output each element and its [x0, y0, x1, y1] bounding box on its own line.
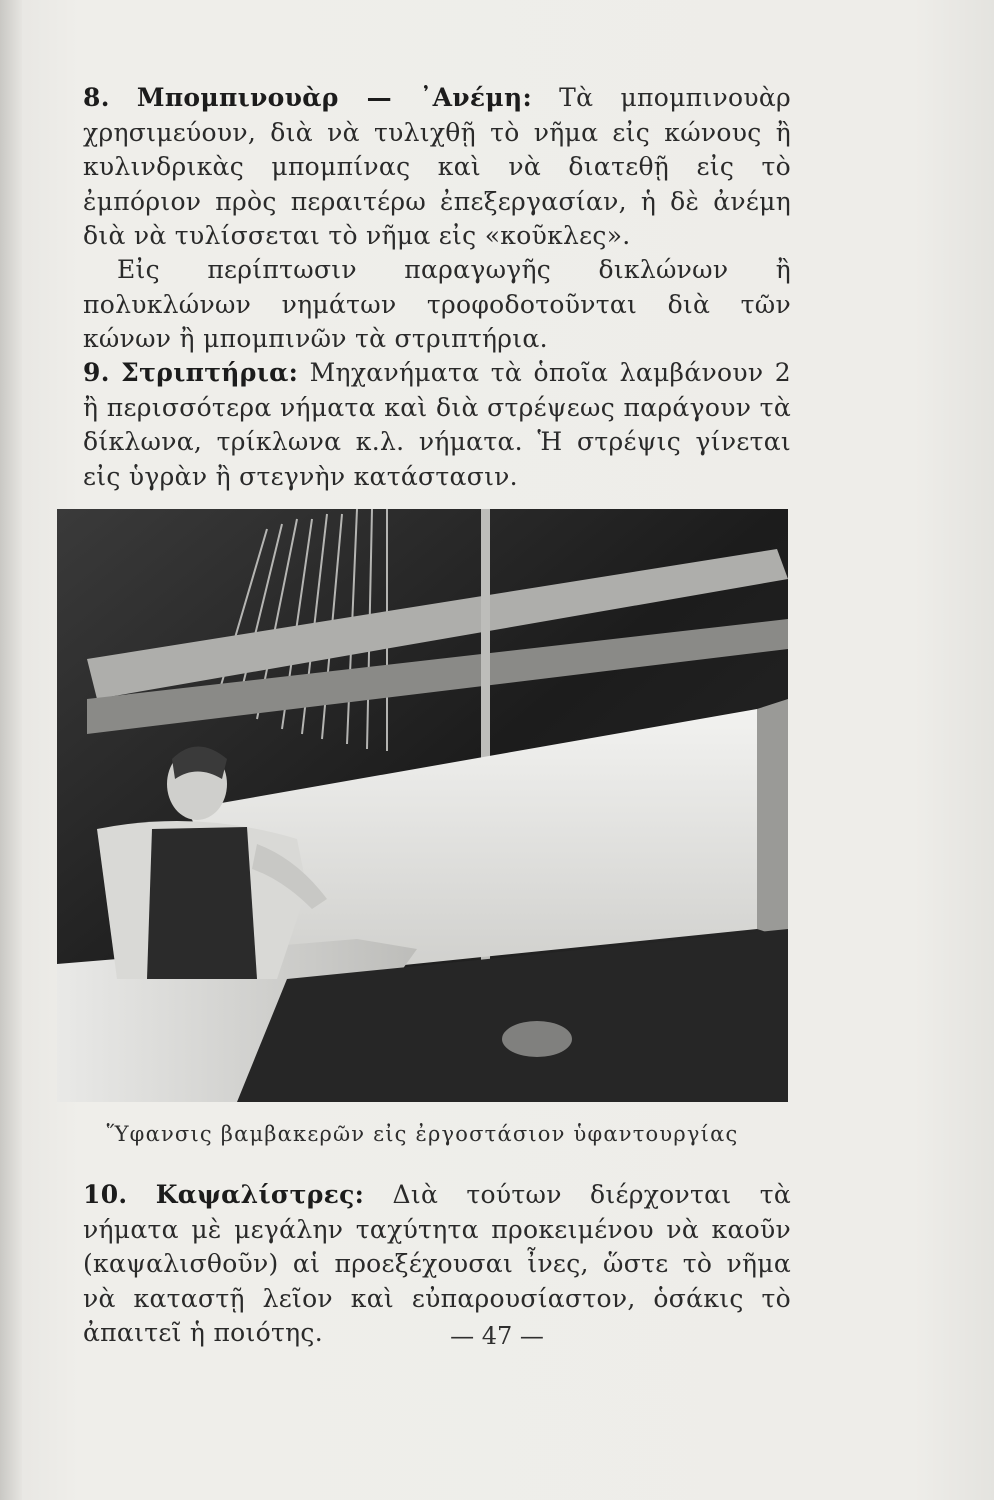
section-8-number: 8.	[83, 83, 110, 112]
section-10-text: Διὰ τούτων διέρχονται τὰ νήματα μὲ μεγάλην ταχύτητα προκειμένου νὰ καοῦν (καψαλισθοῦν) αἱ προεξέχουσαι ἶνες, ὥστε τὸ νῆμα νὰ καταστῇ λεῖον καὶ εὐπαρουσίαστον, ὁσάκις τὸ ἀπαιτεῖ ἡ ποιότης.	[83, 1180, 792, 1347]
section-8-text: Τὰ μπομπινουὰρ χρησιμεύουν, διὰ νὰ τυλιχθῇ τὸ νῆμα εἰς κώνους ἢ κυλινδρικὰς μπομπίνας καὶ νὰ διατεθῇ εἰς τὸ ἐμπόριον πρὸς περαιτέρω ἐπεξεργασίαν, ἡ δὲ ἀνέμη διὰ νὰ τυλίσσεται τὸ νῆμα εἰς «κοῦκλες».	[83, 83, 791, 250]
weaving-factory-photo	[57, 509, 788, 1102]
section-9-text: Μηχανήματα τὰ ὁποῖα λαμβάνουν 2 ἢ περισσότερα νήματα καὶ διὰ στρέψεως παράγουν τὰ δίκλωνα, τρίκλωνα κ.λ. νήματα. Ἡ στρέψις γίνεται εἰς ὑγρὰν ἢ στεγνὴν κατάστασιν.	[83, 358, 792, 491]
page-gutter-shadow	[0, 0, 22, 1500]
section-9-term: Στριπτήρια:	[121, 358, 299, 387]
section-8-paragraph	[83, 81, 791, 254]
section-9-paragraph	[83, 356, 791, 494]
page-number: — 47 —	[450, 1322, 544, 1350]
figure-caption: Ὕφανσις βαμβακερῶν εἰς ἐργοστάσιον ὑφαντουργίας	[106, 1122, 739, 1146]
section-10-number: 10.	[83, 1180, 128, 1209]
section-8-continuation: Εἰς περίπτωσιν παραγωγῆς δικλώνων ἢ πολυκλώνων νημάτων τροφοδοτοῦνται διὰ τῶν κώνων ἢ μπομπινῶν τὰ στριπτήρια.	[83, 255, 791, 353]
section-9-number: 9.	[83, 358, 110, 387]
section-10-term: Καψαλίστρες:	[155, 1180, 365, 1209]
section-8-term: Μπομπινουὰρ — ᾽Ανέμη:	[136, 83, 533, 112]
